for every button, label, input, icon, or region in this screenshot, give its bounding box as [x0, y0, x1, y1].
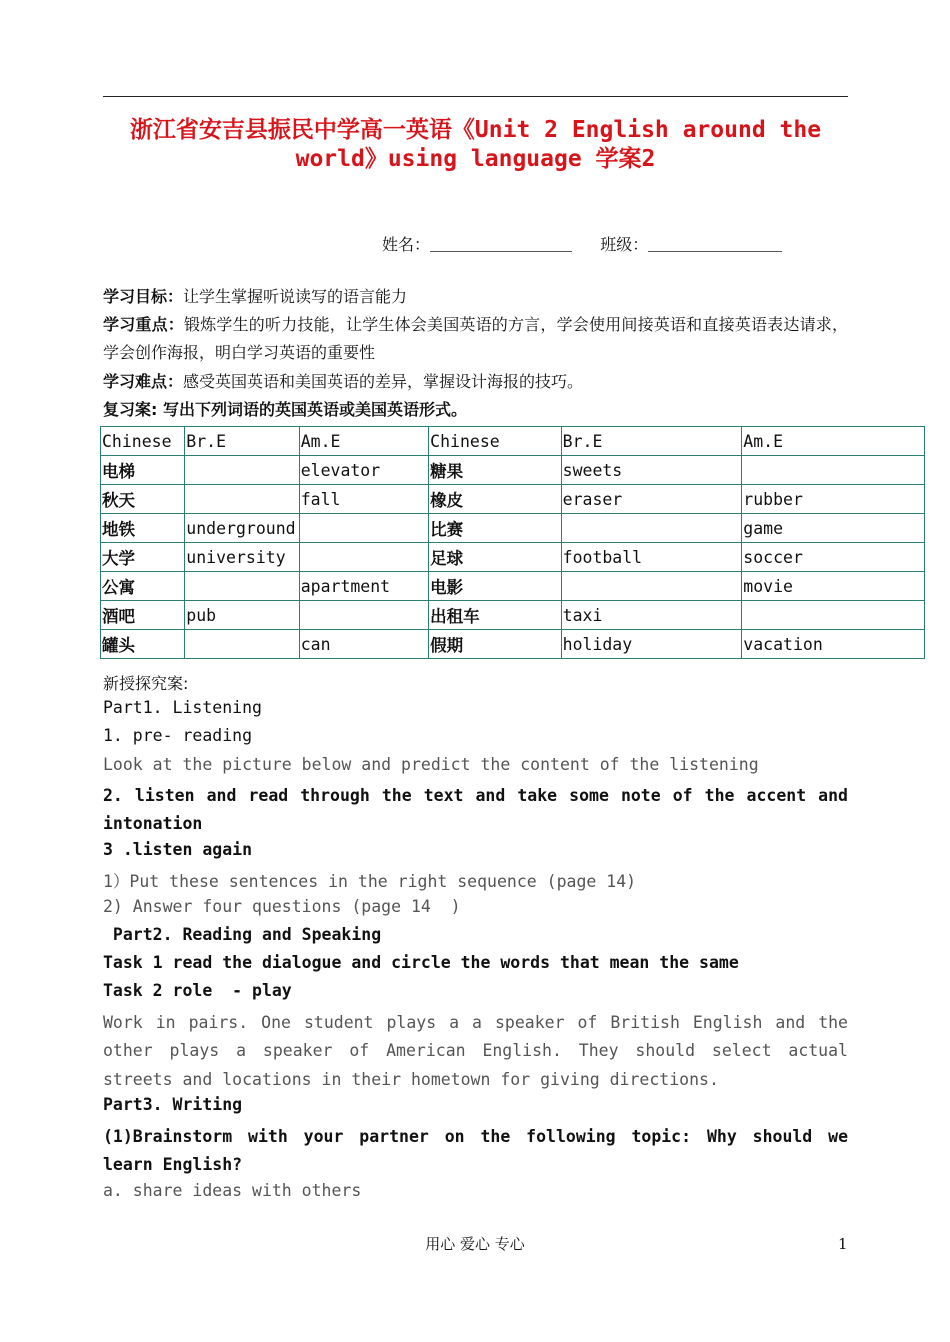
- page-number: 1: [838, 1235, 848, 1253]
- table-header-row: [101, 427, 925, 456]
- difficulty-label: 学习难点：: [103, 372, 184, 391]
- table-cell: [185, 456, 299, 485]
- table-cell: 大学: [101, 543, 185, 572]
- title-line-2: world》using language 学案2: [295, 146, 656, 172]
- table-cell: movie: [742, 572, 925, 601]
- table-row: [101, 514, 925, 543]
- new-lesson-heading: 新授探究案:: [103, 674, 189, 693]
- table-cell: 电梯: [101, 456, 185, 485]
- table-cell: apartment: [299, 572, 428, 601]
- learning-difficulty: [103, 368, 848, 396]
- table-cell: 假期: [429, 630, 561, 659]
- focus-label: 学习重点：: [103, 315, 184, 334]
- table-cell: 罐头: [101, 630, 185, 659]
- class-blank[interactable]: [648, 237, 782, 252]
- table-cell: underground: [185, 514, 299, 543]
- difficulty-text: 感受英国英语和美国英语的差异，掌握设计海报的技巧。: [183, 372, 584, 391]
- table-cell: Br.E: [185, 427, 299, 456]
- table-cell: 地铁: [101, 514, 185, 543]
- table-cell: 电影: [429, 572, 561, 601]
- table-cell: 橡皮: [429, 485, 561, 514]
- footer-motto: 用心 爱心 专心: [425, 1235, 525, 1253]
- focus-text: 锻炼学生的听力技能，让学生体会美国英语的方言，学会使用间接英语和直接英语表达请求，学会创作海报，明白学习英语的重要性: [103, 315, 848, 362]
- look-instruction: Look at the picture below and predict the content of the listening: [103, 755, 759, 774]
- goal-label: 学习目标：: [103, 287, 184, 306]
- name-class-row: [382, 232, 782, 255]
- table-cell: [742, 456, 925, 485]
- table-cell: 足球: [429, 543, 561, 572]
- brainstorm-instruction: (1)Brainstorm with your partner on the following topic: Why should we learn English?: [103, 1127, 848, 1175]
- table-cell: [299, 601, 428, 630]
- name-blank[interactable]: [430, 237, 572, 252]
- part2-heading: Part2. Reading and Speaking: [103, 925, 382, 944]
- listen-again: 3 .listen again: [103, 840, 253, 859]
- table-cell: 酒吧: [101, 601, 185, 630]
- share-ideas: a. share ideas with others: [103, 1181, 362, 1200]
- table-cell: Br.E: [561, 427, 742, 456]
- table-cell: pub: [185, 601, 299, 630]
- table-cell: taxi: [561, 601, 742, 630]
- learning-goal: [103, 283, 848, 311]
- review-heading: 复习案: 写出下列词语的英国英语或美国英语形式。: [103, 400, 467, 419]
- table-cell: football: [561, 543, 742, 572]
- table-cell: eraser: [561, 485, 742, 514]
- table-cell: sweets: [561, 456, 742, 485]
- table-cell: elevator: [299, 456, 428, 485]
- table-cell: can: [299, 630, 428, 659]
- table-cell: [561, 514, 742, 543]
- class-label: 班级：: [600, 235, 649, 254]
- part1-heading: Part1. Listening: [103, 698, 262, 717]
- table-row: [101, 485, 925, 514]
- title-line-1: 浙江省安吉县振民中学高一英语《Unit 2 English around the: [129, 117, 822, 143]
- name-label: 姓名：: [382, 235, 431, 254]
- table-cell: 秋天: [101, 485, 185, 514]
- table-cell: [185, 485, 299, 514]
- task2: Task 2 role - play: [103, 981, 292, 1000]
- table-cell: 糖果: [429, 456, 561, 485]
- table-cell: [299, 543, 428, 572]
- table-cell: Am.E: [742, 427, 925, 456]
- learning-focus: [103, 311, 848, 367]
- table-cell: [185, 572, 299, 601]
- part3-heading: Part3. Writing: [103, 1095, 243, 1114]
- work-in-pairs: Work in pairs. One student plays a a speaker of British English and the other plays a speaker of American English. They should select actual streets and locations in their hometown for giving directions.: [103, 1013, 848, 1089]
- table-cell: Chinese: [101, 427, 185, 456]
- table-cell: [299, 514, 428, 543]
- task1: Task 1 read the dialogue and circle the words that mean the same: [103, 953, 739, 972]
- pre-reading: 1. pre- reading: [103, 726, 253, 745]
- table-row: [101, 456, 925, 485]
- table-row: [101, 543, 925, 572]
- header-rule: [103, 96, 848, 97]
- table-cell: [185, 630, 299, 659]
- vocab-table: [100, 426, 925, 659]
- table-row: [101, 601, 925, 630]
- table-cell: 比赛: [429, 514, 561, 543]
- table-row: [101, 572, 925, 601]
- table-cell: soccer: [742, 543, 925, 572]
- table-cell: 出租车: [429, 601, 561, 630]
- put-sentences: 1）Put these sentences in the right sequence (page 14): [103, 872, 637, 891]
- table-cell: [742, 601, 925, 630]
- table-cell: rubber: [742, 485, 925, 514]
- table-cell: fall: [299, 485, 428, 514]
- table-cell: university: [185, 543, 299, 572]
- table-row: [101, 630, 925, 659]
- answer-questions: 2) Answer four questions (page 14 ): [103, 897, 461, 916]
- goal-text: 让学生掌握听说读写的语言能力: [183, 287, 408, 306]
- table-cell: Chinese: [429, 427, 561, 456]
- table-cell: holiday: [561, 630, 742, 659]
- table-cell: [561, 572, 742, 601]
- page-title: [103, 116, 848, 174]
- table-cell: vacation: [742, 630, 925, 659]
- table-cell: game: [742, 514, 925, 543]
- listen-read-instruction: 2. listen and read through the text and take some note of the accent and intonation: [103, 786, 848, 834]
- table-cell: Am.E: [299, 427, 428, 456]
- table-cell: 公寓: [101, 572, 185, 601]
